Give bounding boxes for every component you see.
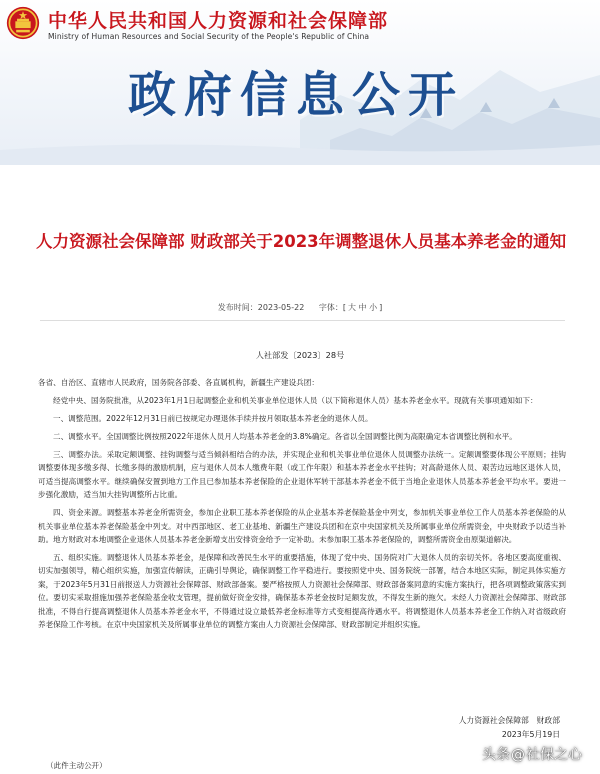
- divider: [40, 320, 565, 321]
- font-size-large-button[interactable]: 大: [347, 303, 356, 312]
- font-size-control: [319, 303, 382, 312]
- paragraph-level: 二、调整水平。全国调整比例按照2022年退休人员月人均基本养老金的3.8%确定。各省以全国调整比例为高限确定本省调整比例和水平。: [53, 432, 517, 441]
- watermark-prefix: 头条: [482, 747, 510, 763]
- publish-date: 2023-05-22: [257, 303, 305, 312]
- toutiao-watermark: [474, 742, 590, 772]
- document-number: 人社部发〔2023〕28号: [255, 350, 345, 360]
- paragraph-method: 三、调整办法。采取定额调整、挂钩调整与适当倾斜相结合的办法，并实现企业和机关事业单位退休人员调整办法统一。定额调整要体现公平原则；挂钩调整要体现多缴多得、长缴多得的激励机制，应与退休人员本人缴费年限（或工作年限）和基本养老金水平挂钩；对高龄退休人员、艰苦边远地区退休人员，可适当提高调整水平。继续确保安置到地方工作且已参加基本养老保险的企业退休军转干部基本养老金不低于当地企业退休人员基本养老金平均水平。要进一步强化激励，适当加大挂钩调整所占比重。: [38, 450, 566, 500]
- signature-org: 人力资源社会保障部 财政部: [458, 716, 560, 725]
- disclosure-note: （此件主动公开）: [46, 761, 107, 770]
- article-title: 人力资源社会保障部 财政部关于2023年调整退休人员基本养老金的通知: [36, 232, 567, 251]
- article-meta: [0, 302, 600, 313]
- national-emblem-icon: [6, 6, 40, 40]
- font-size-small-button[interactable]: 小: [369, 303, 378, 312]
- signature-date: 2023年5月19日: [501, 730, 560, 739]
- font-size-medium-button[interactable]: 中: [358, 303, 367, 312]
- paragraph-intro: 经党中央、国务院批准，从2023年1月1日起调整企业和机关事业单位退休人员（以下简称退休人员）基本养老金水平。现就有关事项通知如下：: [53, 396, 538, 405]
- paragraph-implementation: 五、组织实施。调整退休人员基本养老金，是保障和改善民生水平的重要措施，体现了党中央、国务院对广大退休人员的亲切关怀。各地区要高度重视、切实加强领导，精心组织实施，加强宣传解读，正确引导舆论，确保调整工作平稳进行。要按照党中央、国务院统一部署，结合本地区实际，制定具体实施方案，于2023年5月31日前报送人力资源社会保障部、财政部备案。要严格按照人力资源社会保障部、财政部备案同意的实施方案执行，把各项调整政策落实到位。要切实采取措施加强养老保险基金收支管理，提前做好资金安排，确保基本养老金按时足额发放，不得发生新的拖欠。未经人力资源社会保障部、财政部批准，不得自行提高调整退休人员基本养老金水平，不得通过设立最低养老金标准等方式变相提高待遇水平。将调整退休人员基本养老金工作纳入对省级政府养老保险工作考核。在京中央国家机关及所属事业单位的调整方案由人力资源社会保障部、财政部制定并组织实施。: [38, 553, 566, 630]
- at-icon: @: [511, 747, 525, 763]
- ministry-name-en: Ministry of Human Resources and Social Security of the People's Republic of China: [48, 32, 370, 41]
- paragraph-scope: 一、调整范围。2022年12月31日前已按规定办理退休手续并按月领取基本养老金的退休人员。: [53, 414, 373, 423]
- section-title: 政府信息公开: [128, 67, 465, 123]
- font-size-close-bracket: ]: [379, 303, 383, 312]
- ministry-name-cn: 中华人民共和国人力资源和社会保障部: [48, 10, 389, 32]
- font-size-label: 字体：: [318, 303, 343, 312]
- article-body: [38, 376, 566, 636]
- publish-label: 发布时间：: [217, 303, 258, 312]
- paragraph-salutation: 各省、自治区、直辖市人民政府，国务院各部委、各直属机构，新疆生产建设兵团：: [38, 378, 319, 387]
- site-banner: [0, 0, 600, 165]
- signature-block: [459, 714, 560, 742]
- publish-info: [218, 303, 307, 312]
- font-size-open-bracket: [: [342, 303, 346, 312]
- watermark-account: 社保之心: [526, 747, 582, 763]
- paragraph-funding: 四、资金来源。调整基本养老金所需资金，参加企业职工基本养老保险的从企业基本养老保险基金中列支，参加机关事业单位工作人员基本养老保险的从机关事业单位基本养老保险基金中列支。对中西部地区、老工业基地、新疆生产建设兵团和在京中央国家机关及所属事业单位所需资金，中央财政予以适当补助。地方财政对本地调整企业退休人员基本养老金新增支出安排资金给予一定补助。未参加职工基本养老保险的，调整所需资金由原渠道解决。: [38, 508, 566, 545]
